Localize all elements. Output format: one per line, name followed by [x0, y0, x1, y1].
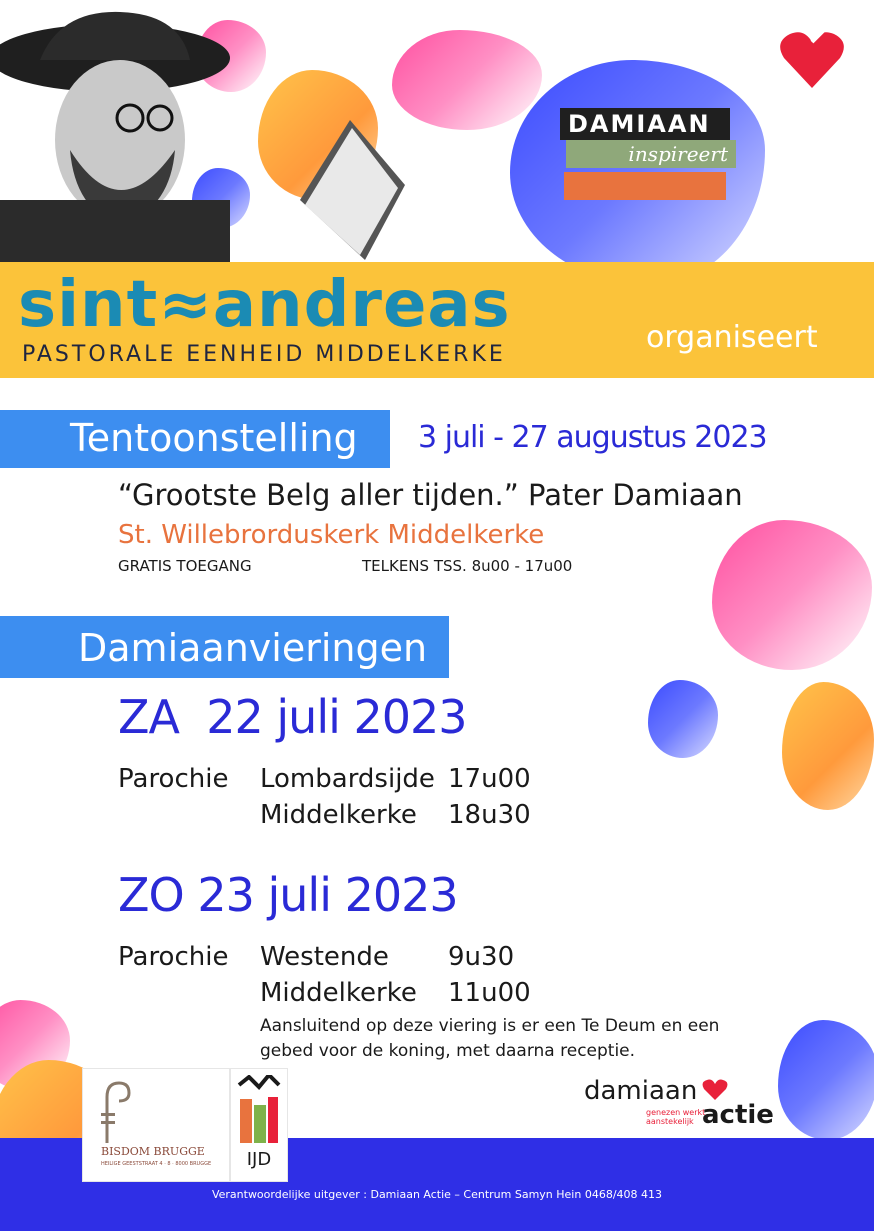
organiseert-label: organiseert [646, 320, 818, 355]
damiaanactie-tag1: genezen werkt [646, 1108, 706, 1117]
damiaan-logo-top: DAMIAAN [560, 108, 730, 140]
heart-icon [778, 28, 846, 92]
bisdom-name: BISDOM BRUGGE [101, 1145, 205, 1158]
ijd-logo [230, 1068, 288, 1182]
bisdom-brugge-logo [82, 1068, 230, 1182]
damiaanactie-top: damiaan [584, 1076, 698, 1106]
damiaanactie-heart-icon [702, 1078, 728, 1102]
footer-publisher: Verantwoordelijke uitgever : Damiaan Actie – Centrum Samyn Hein 0468/408 413 [211, 1188, 663, 1201]
decor-blob-orange-right [782, 682, 874, 810]
damiaan-logo-bottom: inspireert [566, 140, 736, 168]
day2-parish-label: Parochie [118, 942, 229, 972]
damiaan-logo-stripe [564, 172, 726, 200]
day2-row1-place: Westende [260, 942, 389, 972]
exhibition-quote: “Grootste Belg aller tijden.” Pater Damiaan [118, 478, 743, 512]
damiaanactie-bottom: actie [702, 1100, 774, 1130]
damiaan-inspireert-logo [560, 108, 736, 200]
day2-note: Aansluitend op deze viering is er een Te Deum en een gebed voor de koning, met daarna receptie. [260, 1016, 720, 1061]
decor-blob-blue-bottom-right [778, 1020, 874, 1140]
day1-row2-time: 18u30 [448, 800, 531, 830]
bisdom-address: HEILIGE GEESTSTRAAT 4 · 8 · 8000 BRUGGE [101, 1161, 212, 1167]
day1-row1-place: Lombardsijde [260, 764, 435, 794]
ijd-people-icon [234, 1075, 284, 1145]
brand-subtitle: PASTORALE EENHEID MIDDELKERKE [22, 342, 506, 367]
day1-row2-place: Middelkerke [260, 800, 417, 830]
celebrations-heading: Damiaanvieringen [78, 626, 428, 670]
exhibition-dates: 3 juli - 27 augustus 2023 [418, 420, 767, 455]
exhibition-location: St. Willebrorduskerk Middelkerke [118, 520, 545, 550]
celebration-day1-date: ZA 22 juli 2023 [118, 690, 467, 744]
damiaanactie-tag2: aanstekelijk [646, 1117, 694, 1126]
exhibition-hours: TELKENS TSS. 8u00 - 17u00 [362, 557, 573, 575]
exhibition-entry: GRATIS TOEGANG [118, 557, 252, 575]
day2-row2-time: 11u00 [448, 978, 531, 1008]
day2-row2-place: Middelkerke [260, 978, 417, 1008]
day1-parish-label: Parochie [118, 764, 229, 794]
day2-row1-time: 9u30 [448, 942, 515, 972]
damiaan-actie-logo [584, 1076, 784, 1136]
day1-row1-time: 17u00 [448, 764, 531, 794]
brand-title: sint≈andreas [18, 268, 511, 342]
bisdom-crozier-icon [95, 1079, 135, 1145]
celebration-day2-date: ZO 23 juli 2023 [118, 868, 458, 922]
ijd-name: IJD [246, 1149, 272, 1170]
decor-blob-pink-right-1 [712, 520, 872, 670]
pater-damiaan-illustration [0, 0, 420, 270]
exhibition-heading: Tentoonstelling [70, 416, 358, 460]
decor-blob-blue-right [648, 680, 718, 758]
